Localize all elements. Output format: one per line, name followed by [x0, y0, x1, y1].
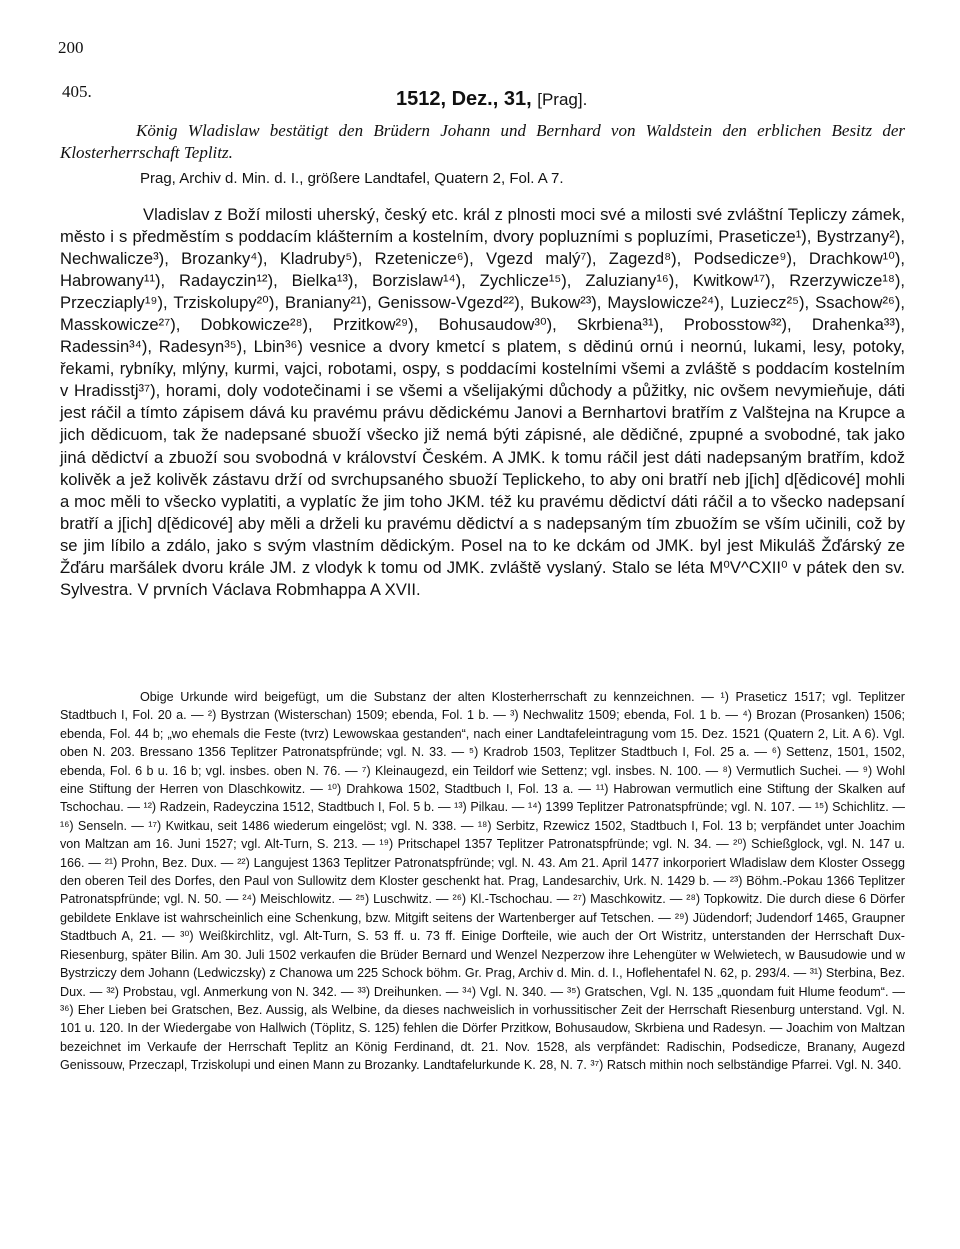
footnotes-paragraph: Obige Urkunde wird beigefügt, um die Substanz der alten Klosterherrschaft zu kennzeichnen. — ¹) Praseticz 1517; vgl. Teplitzer Stadtbuch I, Fol. 20 a. — ²) Bystrzan (Wisterschan) 1509; ebenda, Fol. 1 b. — ³) Nechwalitz 1509; ebenda, Fol. 1 b. — ⁴) Brozan (Prosanken) 1506; ebenda, Fol. 44 b; „wo ehemals die Feste (tvrz) Lewowskaa gestanden“, nach einer Landtafeleintragung vom 15. Dez. 1521 (Quatern 2, Lit. A 6). Vgl. oben N. 203. Bressano 1356 Teplitzer Patronatspfründe; vgl. N. 33. — ⁵) Kradrob 1503, Teplitzer Stadtbuch I, Fol. 25 a. — ⁶) Settenz, 1501, 1502, ebenda, Fol. 6 b u. 16 b; vgl. insbes. oben N. 76. — ⁷) Kleinaugezd, ein Teildorf wie Settenz; vgl. insbes. N. 100. — ⁸) Vermutlich Suchei. — ⁹) Wohl eine Stiftung der Herren von Dlaschkowitz. — ¹⁰) Drahkowa 1502, Stadtbuch I, Fol. 13 a. — ¹¹) Habrowan vermutlich eine Stiftung der Skalken auf Tschochau. — ¹²) Radzein, Radeyczina 1512, Stadtbuch I, Fol. 5 b. — ¹³) Pilkau. — ¹⁴) 1399 Teplitzer Patronatspfründe; vgl. N. 107. — ¹⁵) Schichlitz. — ¹⁶) Senseln. — ¹⁷) Kwitkau, seit 1486 wiederum eingelöst; vgl. N. 338. — ¹⁸) Serbitz, Rzewicz 1502, Stadtbuch I, Fol. 13 b; verpfändet unter Joachim von Maltzan am 16. Juni 1527; vgl. Alt-Turn, S. 213. — ¹⁹) Pritschapel 1357 Teplitzer Patronatspfründe; vgl. N. 34. — ²⁰) Schießglock, vgl. N. 147 u. 166. — ²¹) Prohn, Bez. Dux. — ²²) Langujest 1363 Teplitzer Patronatspfründe; vgl. N. 43. Am 21. April 1477 inkorporiert Wladislaw dem Kloster Ossegg den oberen Teil des Dorfes, den Paul von Sullowitz dem Kloster geschenkt hat. Prag, Landesarchiv, Urk. N. 1429 b. — ²³) Böhm.-Pokau 1366 Teplitzer Patronatspfründe; vgl. N. 50. — ²⁴) Meischlowitz. — ²⁵) Luschwitz. — ²⁶) Kl.-Tschochau. — ²⁷) Maschkowitz. — ²⁸) Topkowitz. Die durch diese 6 Dörfer gebildete Enklave ist wahrscheinlich eine Schenkung, bzw. Mitgift seitens der Wartenberger auf Tetschen. — ²⁹) Jüdendorf; Judendorf 1465, Graupner Stadtbuch A, 21. — ³⁰) Weißkirchlitz, vgl. Alt-Turn, S. 53 ff. u. 73 ff. Einige Dorfteile, wie auch der Ort Wistritz, unterstanden der Herrschaft Dux-Riesenburg, später Bilin. Am 30. Juli 1502 verkaufen die Brüder Bernard und Wenzel Nezperzow ihre Lehengüter w Welwietech, w Bausudowie und w Bystrziczy dem Johann (Ledwiczsky) z Chanowa um 225 Schock böhm. Gr. Prag, Archiv d. Min. d. I., Hoflehentafel N. 62, p. 293/4. — ³¹) Sterbina, Bez. Dux. — ³²) Probstau, vgl. Anmerkung von N. 342. — ³³) Dreihunken. — ³⁴) Vgl. N. 340. — ³⁵) Gratschen, Vgl. N. 135 „quondam fuit Hlume feodum“. — ³⁶) Eher Lieben bei Gratschen, Bez. Aussig, als Welbine, da dieses nachweislich in vorhussitischer Zeit der Herrschaft Riesenburg unterstand. Vgl. N. 101 u. 120. In der Wiedergabe von Hallwich (Töplitz, S. 125) fehlen die Dörfer Przitkow, Bohusaudow, Skrbiena und Radesyn. — Joachim von Maltzan bezeichnet im Verkaufe der Herrschaft Teplitz an König Ferdinand, dt. 21. Nov. 1528, als verpfändet: Radischin, Podsedicze, Branany, Augezd Genissouw, Przeczapl, Trziskolupi und einen Mann zu Brozanky. Landtafelurkunde K. 28, N. 7. ³⁷) Ratsch mithin noch selbständige Pfarrei. Vgl. N. 340.	[60, 690, 905, 1073]
charter-text	[60, 204, 905, 601]
archive-reference: Prag, Archiv d. Min. d. I., größere Landtafel, Quatern 2, Fol. A 7.	[140, 170, 564, 187]
document-number: 405.	[62, 82, 92, 101]
document-date	[396, 88, 587, 111]
page-number: 200	[58, 38, 84, 57]
place: [Prag].	[537, 90, 588, 109]
regest: König Wladislaw bestätigt den Brüdern Johann und Bernhard von Waldstein den erblichen Besitz der Klosterherrschaft Teplitz.	[60, 121, 905, 162]
date-line: 1512, Dez., 31,	[396, 88, 532, 110]
charter-paragraph: Vladislav z Boží milosti uherský, český etc. král z plnosti moci své a milosti své zvláštní Tepliczy zámek, město i s předměstím s poddacím klášterním a kostelním, dvory popluzními s popluzími, Praseticze¹), Bystrzany²), Nechwalicze³), Brozanky⁴), Kladruby⁵), Rzetenicze⁶), Vgezd malý⁷), Zagezd⁸), Podsedicze⁹), Drachkow¹⁰), Habrowany¹¹), Radayczin¹²), Bielka¹³), Borzislaw¹⁴), Zychlicze¹⁵), Zaluziany¹⁶), Kwitkow¹⁷), Rzerzywicze¹⁸), Przecziaply¹⁹), Trziskolupy²⁰), Braniany²¹), Genissow-Vgezd²²), Bukow²³), Mayslowicze²⁴), Luziecz²⁵), Ssachow²⁶), Masskowicze²⁷), Dobkowicze²⁸), Przitkow²⁹), Bohusaudow³⁰), Skrbiena³¹), Probosstow³²), Drahenka³³), Radessin³⁴), Radesyn³⁵), Lbin³⁶) vesnice a dvory kmetcí s platem, s dědinú ornú i neornú, lukami, lesy, potoky, řekami, rybníky, mlýny, kurmi, vajci, robotami, ospy, s poddacími kostelními všemi a zvláště s poddacím kostelním v Hradisstj³⁷), horami, doly vodotečinami i se všemi a všelijakými důchody a půžitky, nic ovšem nevymieňuje, dáti jest ráčil a tímto zápisem dává ku pravému právu dědickému Janovi a Bernhartovi bratřím z Valštejna na Krupce a jich dědicuom, tak že nadepsané sbuoží všecko již nemá býti zápisné, ale dědičné, zpupné a svobodné, tak jako jiná dědictví a zbuoží sou svobodná v království Českém. A JMK. k tomu ráčil jest dáti nadepsaným bratřím, kdož kolivěk a jež kolivěk zástavu drží od svrchupsaného sbuoží Teplickeho, to aby oni bratří neb j[ich] d[ědicové] mohli a moc měli to všecko vyplatiti, a vyplatíc že jim toho JKM. též ku pravému dědictví dáti ráčil a to všecko nadepsaní bratří a j[ich] d[ědicové] aby měli a drželi ku pravému dědictví a s nadepsaným tím zbuožím se vším učinili, což by se jim líbilo a zdálo, jako s svým vlastním dědickým. Posel na to ke dckám od JMK. byl jest Mikuláš Žďárský ze Žďáru maršálek dvoru krále JM. z vlodyk k tomu od JMK. zvláště vyslaný. Stalo se léta M⁰V^CXII⁰ v pátek den sv. Sylvestra. V prvních Václava Robmhappa A XVII.	[60, 205, 905, 599]
footnotes	[60, 688, 905, 1075]
